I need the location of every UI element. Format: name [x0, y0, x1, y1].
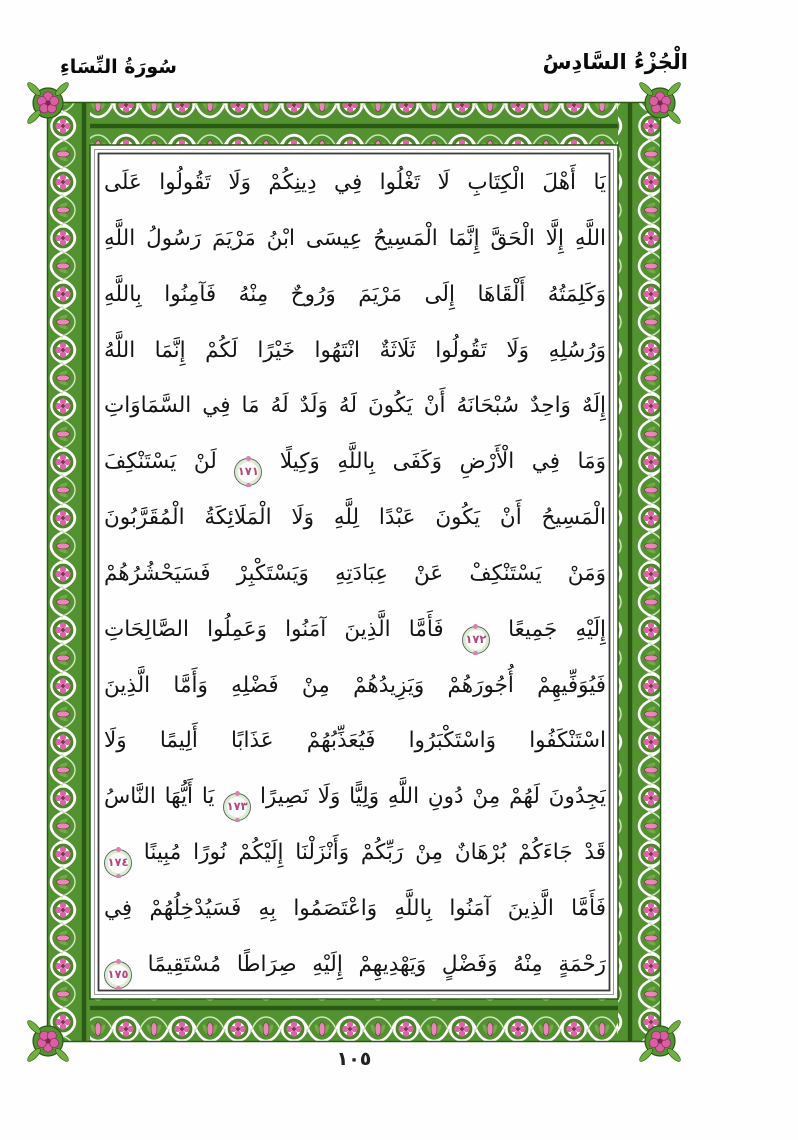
quran-line: وَرُسُلِهِ وَلَا تَقُولُوا ثَلَاثَةٌ انْتَهُوا خَيْرًا لَكُمْ إِنَّمَا اللَّهُ [104, 337, 606, 363]
quran-line: الْمَسِيحُ أَنْ يَكُونَ عَبْدًا لِلَّهِ وَلَا الْمَلَائِكَةُ الْمُقَرَّبُونَ [104, 505, 606, 531]
verse-marker: ١٧٣ [223, 793, 251, 821]
quran-line: اسْتَنْكَفُوا وَاسْتَكْبَرُوا فَيُعَذِّبُهُمْ عَذَابًا أَلِيمًا وَلَا [104, 728, 606, 754]
quran-line: إِلَهٌ وَاحِدٌ سُبْحَانَهُ أَنْ يَكُونَ لَهُ وَلَدٌ لَهُ مَا فِي السَّمَاوَاتِ [104, 393, 606, 419]
quran-line: وَمَنْ يَسْتَنْكِفْ عَنْ عِبَادَتِهِ وَيَسْتَكْبِرْ فَسَيَحْشُرُهُمْ [104, 560, 606, 586]
quran-line: فَأَمَّا الَّذِينَ آمَنُوا بِاللَّهِ وَاعْتَصَمُوا بِهِ فَسَيُدْخِلُهُمْ فِي [104, 895, 606, 921]
verse-marker: ١٧٤ [104, 849, 132, 877]
quran-line: يَجِدُونَ لَهُمْ مِنْ دُونِ اللَّهِ وَلِيًّا وَلَا نَصِيرًا ١٧٣ يَا أَيُّهَا النَّاسُ [104, 774, 606, 822]
surah-title: سُورَةُ النِّسَاءِ [60, 56, 177, 78]
verse-marker: ١٧٢ [462, 626, 490, 654]
quran-line: اللَّهِ إِلَّا الْحَقَّ إِنَّمَا الْمَسِيحُ عِيسَى ابْنُ مَرْيَمَ رَسُولُ اللَّهِ [104, 225, 606, 251]
verse-marker: ١٧٥ [104, 961, 132, 989]
quran-line: رَحْمَةٍ مِنْهُ وَفَضْلٍ وَيَهْدِيهِمْ إِلَيْهِ صِرَاطًا مُسْتَقِيمًا ١٧٥ [104, 942, 606, 990]
quran-line: وَمَا فِي الْأَرْضِ وَكَفَى بِاللَّهِ وَكِيلًا ١٧١ لَنْ يَسْتَنْكِفَ [104, 439, 606, 487]
quran-line: يَا أَهْلَ الْكِتَابِ لَا تَغْلُوا فِي دِينِكُمْ وَلَا تَقُولُوا عَلَى [104, 170, 606, 195]
quran-line: إِلَيْهِ جَمِيعًا ١٧٢ فَأَمَّا الَّذِينَ آمَنُوا وَعَمِلُوا الصَّالِحَاتِ [104, 607, 606, 655]
page-number: ١٠٥ [336, 1048, 372, 1070]
quran-line: فَيُوَفِّيهِمْ أُجُورَهُمْ وَيَزِيدُهُمْ مِنْ فَضْلِهِ وَأَمَّا الَّذِينَ [104, 672, 606, 698]
quran-line: وَكَلِمَتُهُ أَلْقَاهَا إِلَى مَرْيَمَ وَرُوحٌ مِنْهُ فَآمِنُوا بِاللَّهِ [104, 281, 606, 307]
verse-marker: ١٧١ [234, 458, 262, 486]
quran-line: قَدْ جَاءَكُمْ بُرْهَانٌ مِنْ رَبِّكُمْ وَأَنْزَلْنَا إِلَيْكُمْ نُورًا مُبِينًا ١٧٤ [104, 830, 606, 878]
juz-title: الْجُزْءُ السَّادِسُ [542, 50, 688, 74]
quran-text-area [104, 160, 606, 990]
